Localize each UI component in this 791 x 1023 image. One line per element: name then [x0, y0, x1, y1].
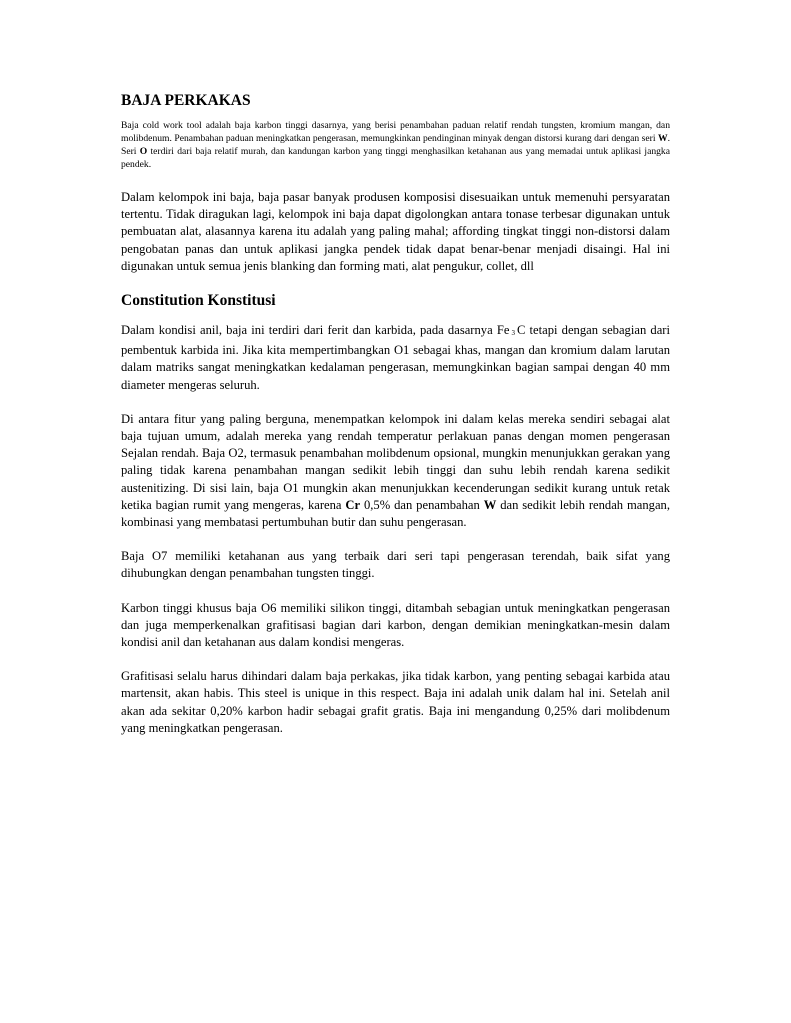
paragraph-3 [121, 411, 670, 531]
intro-text-3: terdiri dari baja relatif murah, dan kandungan karbon yang tinggi menghasilkan ketahanan aus yang memadai untuk aplikasi jangka pendek. [121, 146, 670, 170]
paragraph-6: Grafitisasi selalu harus dihindari dalam baja perkakas, jika tidak karbon, yang penting sebagai karbida atau martensit, akan habis. This steel is unique in this respect. Baja ini adalah unik dalam hal ini. Setelah anil akan ada sekitar 0,20% karbon hadir sebagai grafit gratis. Baja ini mengandung 0,25% dari molibdenum yang meningkatkan pengerasan. [121, 669, 670, 735]
document-content [121, 92, 670, 754]
paragraph-2 [121, 322, 670, 394]
paragraph-3-text-1: Di antara fitur yang paling berguna, menempatkan kelompok ini dalam kelas mereka sendiri sebagai alat baja tujuan umum, adalah mereka yang rendah temperatur perlakuan panas dengan momen pengerasan Sejalan rendah. Baja O2, termasuk penambahan molibdenum opsional, mungkin menunjukkan gerakan yang paling tidak karena penambahan mangan sedikit lebih tinggi dan suhu lebih rendah karena sedikit austenitizing. Di sisi lain, baja O1 mungkin akan menunjukkan kecenderungan sedikit kurang untuk retak ketika bagian rumit yang mengeras, karena [121, 411, 670, 512]
intro-text-2: . Seri [121, 133, 670, 157]
paragraph-3-text-3: dan sedikit lebih rendah mangan, kombinasi yang membatasi pertumbuhan butir dan suhu pengerasan. [121, 497, 670, 530]
intro-bold-o: O [139, 146, 148, 157]
paragraph-3-bold-w: W [483, 497, 497, 512]
intro-bold-w: W [658, 133, 668, 144]
paragraph-1: Dalam kelompok ini baja, baja pasar banyak produsen komposisi disesuaikan untuk memenuhi persyaratan tertentu. Tidak diragukan lagi, kelompok ini baja dapat digolongkan antara tonase terbesar digunakan untuk pembuatan alat, alasannya karena itu adalah yang paling mahal; affording tingkat tinggi non-distorsi dalam pengobatan panas dan untuk aplikasi jangka pendek tidak dapat benar-benar menjadi disaingi. Hal ini digunakan untuk semua jenis blanking dan forming mati, alat pengukur, collet, dll [121, 190, 670, 273]
paragraph-5: Karbon tinggi khusus baja O6 memiliki silikon tinggi, ditambah sebagian untuk meningkatkan pengerasan dan juga memperkenalkan grafitisasi bagian dari karbon, dengan demikian meningkatkan-mesin dalam kondisi anil dan ketahanan aus dalam kondisi mengeras. [121, 600, 670, 650]
paragraph-3-bold-cr: Cr [345, 497, 361, 512]
paragraph-4: Baja O7 memiliki ketahanan aus yang terbaik dari seri tapi pengerasan terendah, baik sifat yang dihubungkan dengan penambahan tungsten tinggi. [121, 549, 670, 581]
subscript-3: 3 [511, 329, 515, 338]
paragraph-2-text-1: Dalam kondisi anil, baja ini terdiri dari ferit dan karbida, pada dasarnya Fe [121, 323, 510, 338]
paragraph-3-text-2: 0,5% dan penambahan [360, 497, 484, 512]
paragraph-2-text-2: C tetapi dengan sebagian dari pembentuk karbida ini. Jika kita mempertimbangkan O1 sebagai khas, mangan dan kromium dalam larutan dalam matriks sangat meningkatkan kedalaman pengerasan, memungkinkan bagian sampai dengan 40 mm diameter mengeras seluruh. [121, 323, 670, 392]
document-title: BAJA PERKAKAS [121, 92, 251, 109]
intro-paragraph [121, 119, 670, 171]
section-title: Constitution Konstitusi [121, 292, 276, 310]
intro-text-1: Baja cold work tool adalah baja karbon tinggi dasarnya, yang berisi penambahan paduan relatif rendah tungsten, kromium mangan, dan molibdenum. Penambahan paduan meningkatkan pengerasan, memungkinkan pendinginan minyak dengan distorsi kurang dari dengan seri [121, 120, 670, 144]
